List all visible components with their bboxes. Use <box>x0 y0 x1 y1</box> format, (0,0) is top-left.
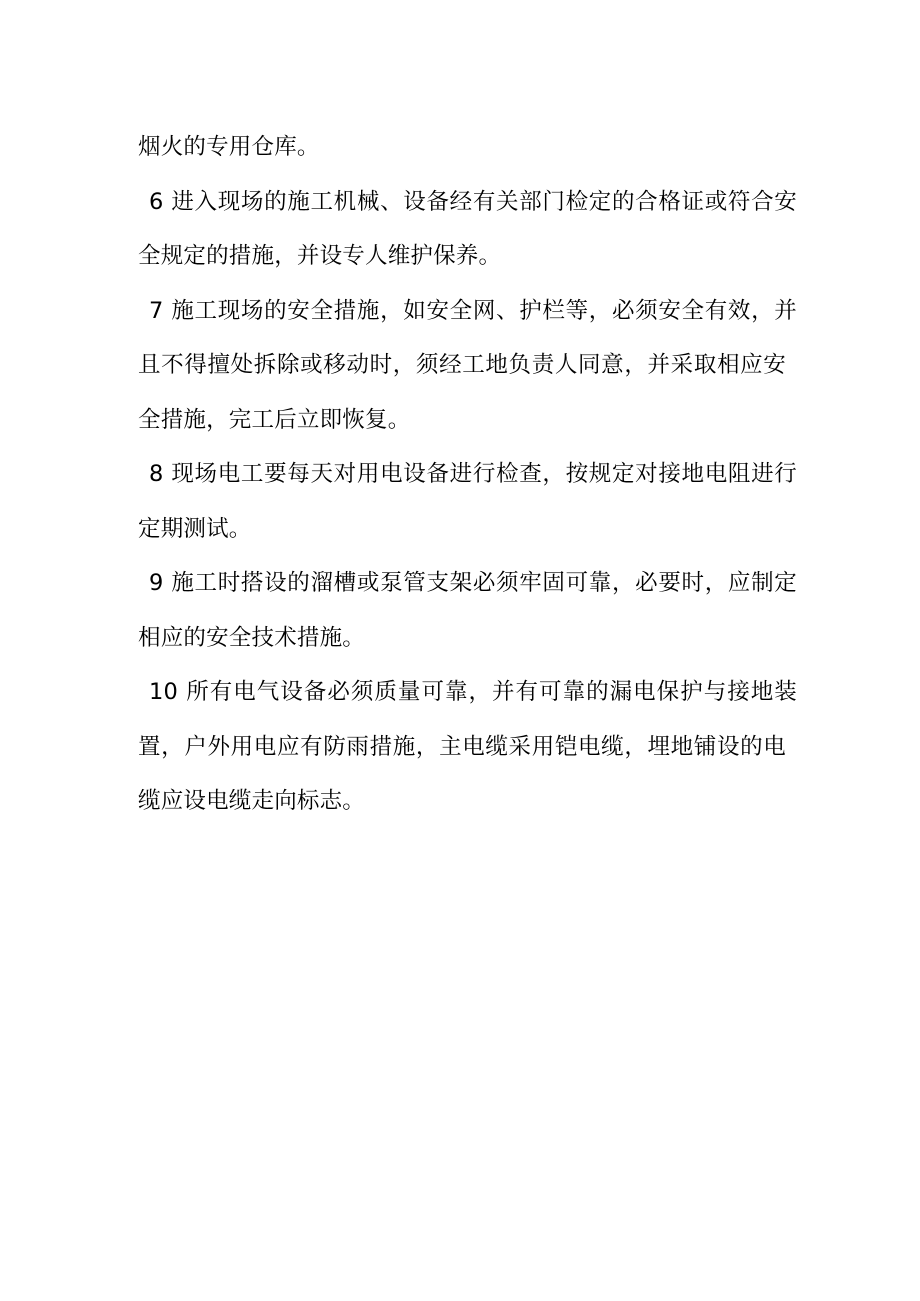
text-line: 置，户外用电应有防雨措施，主电缆采用铠电缆，埋地铺设的电 <box>138 733 786 760</box>
text-line: 定期测试。 <box>138 515 252 542</box>
text-line: 烟火的专用仓库。 <box>138 134 320 160</box>
paragraph-item-10 <box>138 665 797 829</box>
text-line: 相应的安全技术措施。 <box>138 624 366 651</box>
body-text <box>138 120 797 829</box>
paragraph-item-6 <box>138 175 797 284</box>
text-line: 全规定的措施，并设专人维护保养。 <box>138 243 502 269</box>
text-line: 且不得擅处拆除或移动时，须经工地负责人同意，并采取相应安 <box>138 352 786 378</box>
paragraph-item-9 <box>138 556 797 665</box>
text-line: 8 现场电工要每天对用电设备进行检查，按规定对接地电阻进行 <box>149 461 797 487</box>
text-line: 全措施，完工后立即恢复。 <box>138 406 411 433</box>
text-line: 7 施工现场的安全措施，如安全网、护栏等，必须安全有效，并 <box>149 297 797 324</box>
text-line: 9 施工时搭设的溜槽或泵管支架必须牢固可靠，必要时，应制定 <box>149 570 797 596</box>
paragraph-item-8 <box>138 447 797 556</box>
text-line: 6 进入现场的施工机械、设备经有关部门检定的合格证或符合安 <box>149 188 797 215</box>
text-line: 缆应设电缆走向标志。 <box>138 788 366 814</box>
text-line: 10 所有电气设备必须质量可靠，并有可靠的漏电保护与接地装 <box>149 679 797 705</box>
paragraph-item-7 <box>138 284 797 448</box>
paragraph-continuation <box>138 120 786 175</box>
